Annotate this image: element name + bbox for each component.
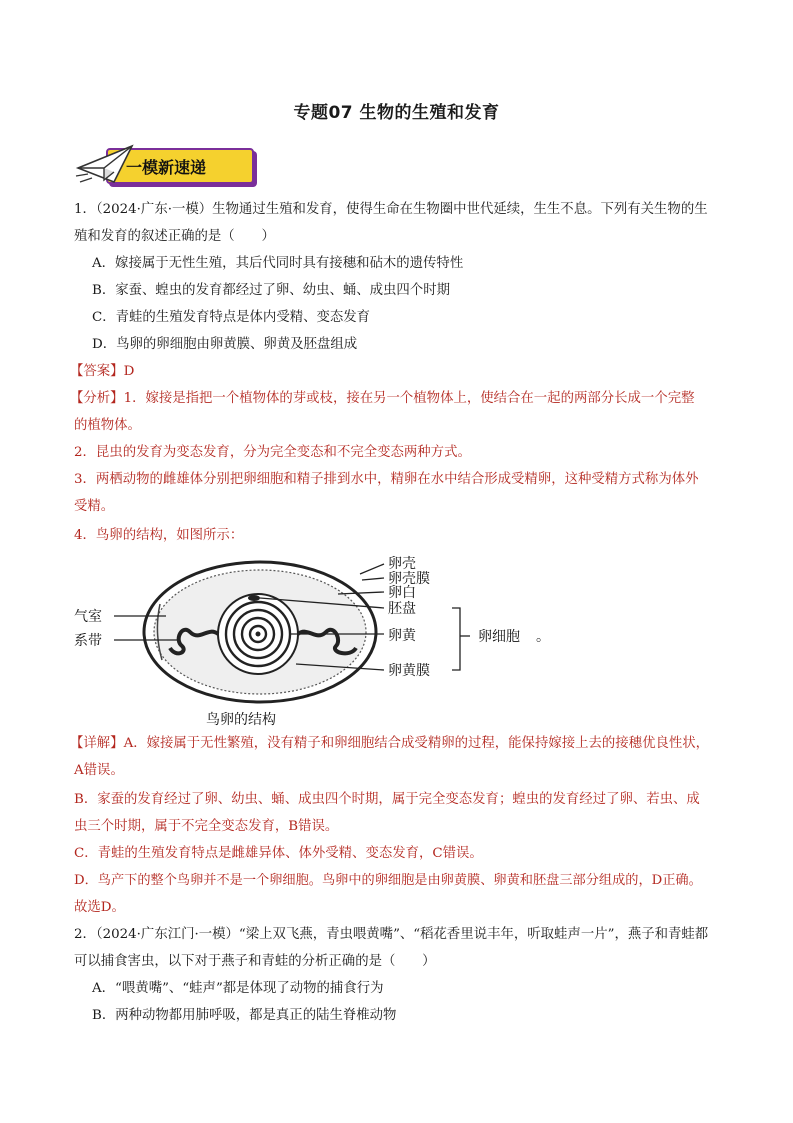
q1-analysis-1 — [70, 385, 722, 412]
egg-illustration — [144, 562, 376, 702]
q1-detail-d: D．鸟产下的整个鸟卵并不是一个卵细胞。鸟卵中的卵细胞是由卵黄膜、卵黄和胚盘三部分组成的，D正确。 — [74, 873, 702, 888]
q1-analysis-3b: 受精。 — [74, 499, 115, 514]
answer-value: D — [123, 364, 135, 379]
q1-stem-line-2: 殖和发育的叙述正确的是（ ） — [74, 229, 275, 244]
q2-option-b: B．两种动物都用肺呼吸，都是真正的陆生脊椎动物 — [92, 1008, 397, 1023]
bird-egg-diagram — [70, 552, 590, 732]
q1-detail-a1 — [70, 730, 722, 757]
q1-detail-b2: 虫三个时期，属于不完全变态发育，B错误。 — [74, 819, 339, 834]
q1-analysis-3a: 3．两栖动物的雌雄体分别把卵细胞和精子排到水中，精卵在水中结合形成受精卵，这种受精方式称为体外 — [74, 472, 699, 487]
label-egg-cell: 卵细胞 — [478, 629, 520, 645]
label-yolk-membrane: 卵黄膜 — [388, 663, 430, 679]
answer-tag: 【答案】 — [70, 364, 124, 379]
section-banner-text: 一模新速递 — [126, 158, 207, 177]
label-shell: 卵壳 — [388, 556, 416, 572]
analysis-1a: 1．嫁接是指把一个植物体的芽或枝，接在另一个植物体上，使结合在一起的两部分长成一个完整 — [123, 391, 695, 406]
q2-stem-line-2: 可以捕食害虫，以下对于燕子和青蛙的分析正确的是（ ） — [74, 954, 436, 969]
section-banner — [74, 142, 254, 188]
detail-a1-text: A．嫁接属于无性繁殖，没有精子和卵细胞结合成受精卵的过程，能保持嫁接上去的接穗优良性状， — [123, 736, 710, 751]
label-shell-membrane: 卵壳膜 — [388, 571, 430, 587]
q1-option-d: D．鸟卵的卵细胞由卵黄膜、卵黄及胚盘组成 — [92, 337, 358, 352]
label-chalaza: 系带 — [74, 633, 102, 649]
q1-detail-b1: B．家蚕的发育经过了卵、幼虫、蛹、成虫四个时期，属于完全变态发育；蝗虫的发育经过了卵、若虫、成 — [74, 792, 700, 807]
q1-analysis-1b: 的植物体。 — [74, 418, 141, 433]
q1-option-a: A．嫁接属于无性生殖，其后代同时具有接穗和砧木的遗传特性 — [92, 256, 464, 271]
label-air-cell: 气室 — [74, 609, 102, 625]
q1-analysis-2: 2．昆虫的发育为变态发育，分为完全变态和不完全变态两种方式。 — [74, 445, 471, 460]
q1-analysis-4: 4．鸟卵的结构，如图所示： — [74, 528, 244, 543]
q2-stem-line-1: 2．（2024·广东江门·一模）“梁上双飞燕，青虫喂黄嘴”、“稻花香里说丰年，听取蛙声一片”，燕子和青蛙都 — [74, 927, 709, 942]
q1-conclusion: 故选D。 — [74, 900, 125, 915]
analysis-tag: 【分析】 — [70, 391, 124, 406]
q1-option-b: B．家蚕、蝗虫的发育都经过了卵、幼虫、蛹、成虫四个时期 — [92, 283, 450, 298]
label-germinal-disc: 胚盘 — [388, 601, 416, 617]
q1-detail-a2: A错误。 — [74, 763, 124, 778]
label-yolk: 卵黄 — [388, 628, 416, 644]
page-title: 专题07 生物的生殖和发育 — [293, 103, 500, 123]
figure-caption: 鸟卵的结构 — [206, 712, 276, 728]
q1-answer — [70, 358, 722, 385]
label-albumen: 卵白 — [388, 585, 416, 601]
label-egg-cell-dot: 。 — [536, 629, 550, 645]
q2-option-a: A．“喂黄嘴”、“蛙声”都是体现了动物的捕食行为 — [92, 981, 384, 996]
q1-option-c: C．青蛙的生殖发育特点是体内受精、变态发育 — [92, 310, 371, 325]
q1-stem-line-1: 1．（2024·广东·一模）生物通过生殖和发育，使得生命在生物圈中世代延续，生生不息。下列有关生物的生 — [74, 202, 708, 217]
q1-detail-c: C．青蛙的生殖发育特点是雌雄异体、体外受精、变态发育，C错误。 — [74, 846, 483, 861]
detail-tag: 【详解】 — [70, 736, 124, 751]
